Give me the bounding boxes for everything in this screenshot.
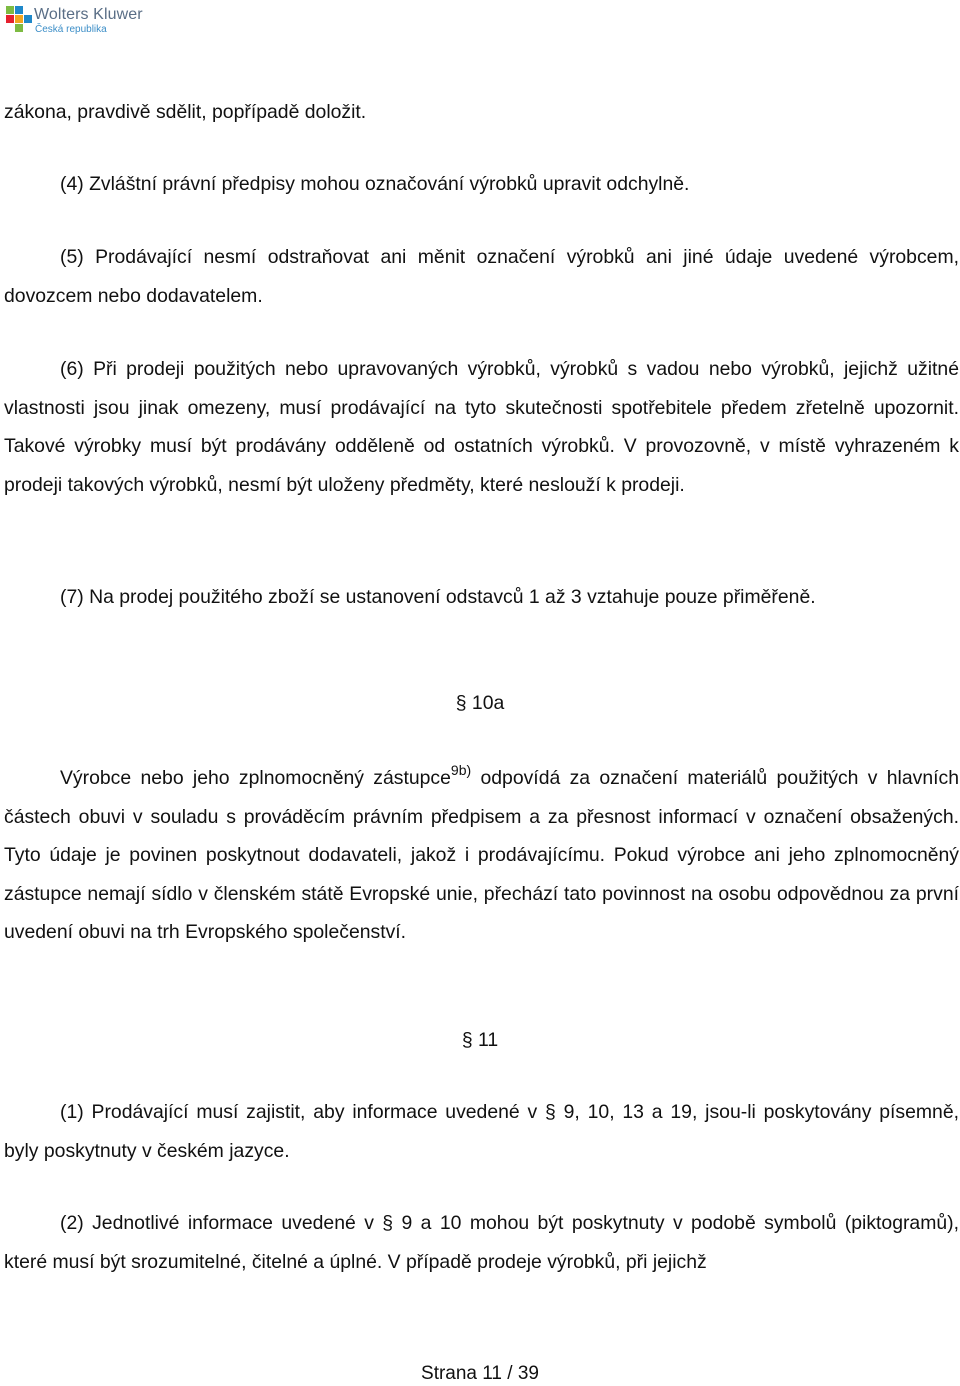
paragraph-11-1: (1) Prodávající musí zajistit, aby informace uvedené v § 9, 10, 13 a 19, jsou-li poskytovány písemně, byly poskytnuty v českém jazyce. (4, 1101, 959, 1162)
brand-subtitle: Česká republika (35, 24, 107, 35)
paragraph-10a-rest: odpovídá za označení materiálů použitých v hlavních částech obuvi v souladu s prováděcím právním předpisem a za přesnost informací v označení obsažených. Tyto údaje je povinen poskytnout dodavateli, jakož i prodávajícímu. Pokud výrobce ani jeho zplnomocněný zástupce nemají sídlo v členském státě Evropské unie, přechází tato povinnost na osobu odpovědnou za první uvedení obuvi na trh Evropského společenství. (4, 767, 959, 943)
paragraph-10a-start: Výrobce nebo jeho zplnomocněný zástupce (60, 767, 451, 789)
page-number: Strana 11 / 39 (421, 1363, 539, 1384)
paragraph-7: (7) Na prodej použitého zboží se ustanovení odstavců 1 až 3 vztahuje pouze přiměřeně. (60, 586, 816, 608)
section-heading-11: § 11 (461, 1029, 499, 1051)
paragraph-11-2: (2) Jednotlivé informace uvedené v § 9 a 10 mohou být poskytnuty v podobě symbolů (piktogramů), které musí být srozumitelné, čitelné a úplné. V případě prodeje výrobků, při jejichž (4, 1212, 959, 1273)
paragraph-10a (4, 759, 959, 952)
paragraph-4: (4) Zvláštní právní předpisy mohou označování výrobků upravit odchylně. (60, 173, 690, 195)
paragraph-continued: zákona, pravdivě sdělit, popřípadě doložit. (4, 101, 367, 123)
section-heading-10a: § 10a (455, 692, 505, 714)
brand-name: Wolters Kluwer (34, 6, 143, 23)
wolters-kluwer-logo-mark-icon (4, 4, 34, 34)
paragraph-6: (6) Při prodeji použitých nebo upravovaných výrobků, výrobků s vadou nebo výrobků, jejichž užitné vlastnosti jsou jinak omezeny, musí prodávající na tyto skutečnosti spotřebitele předem zřetelně upozornit. Takové výrobky musí být prodávány odděleně od ostatních výrobků. V provozovně, v místě vyhrazeném k prodeji takových výrobků, nesmí být uloženy předměty, které neslouží k prodeji. (4, 358, 959, 496)
paragraph-5: (5) Prodávající nesmí odstraňovat ani měnit označení výrobků ani jiné údaje uvedené výrobcem, dovozcem nebo dodavatelem. (4, 246, 959, 307)
brand-logo (4, 4, 184, 38)
footnote-reference-9b[interactable]: 9b) (450, 762, 472, 778)
